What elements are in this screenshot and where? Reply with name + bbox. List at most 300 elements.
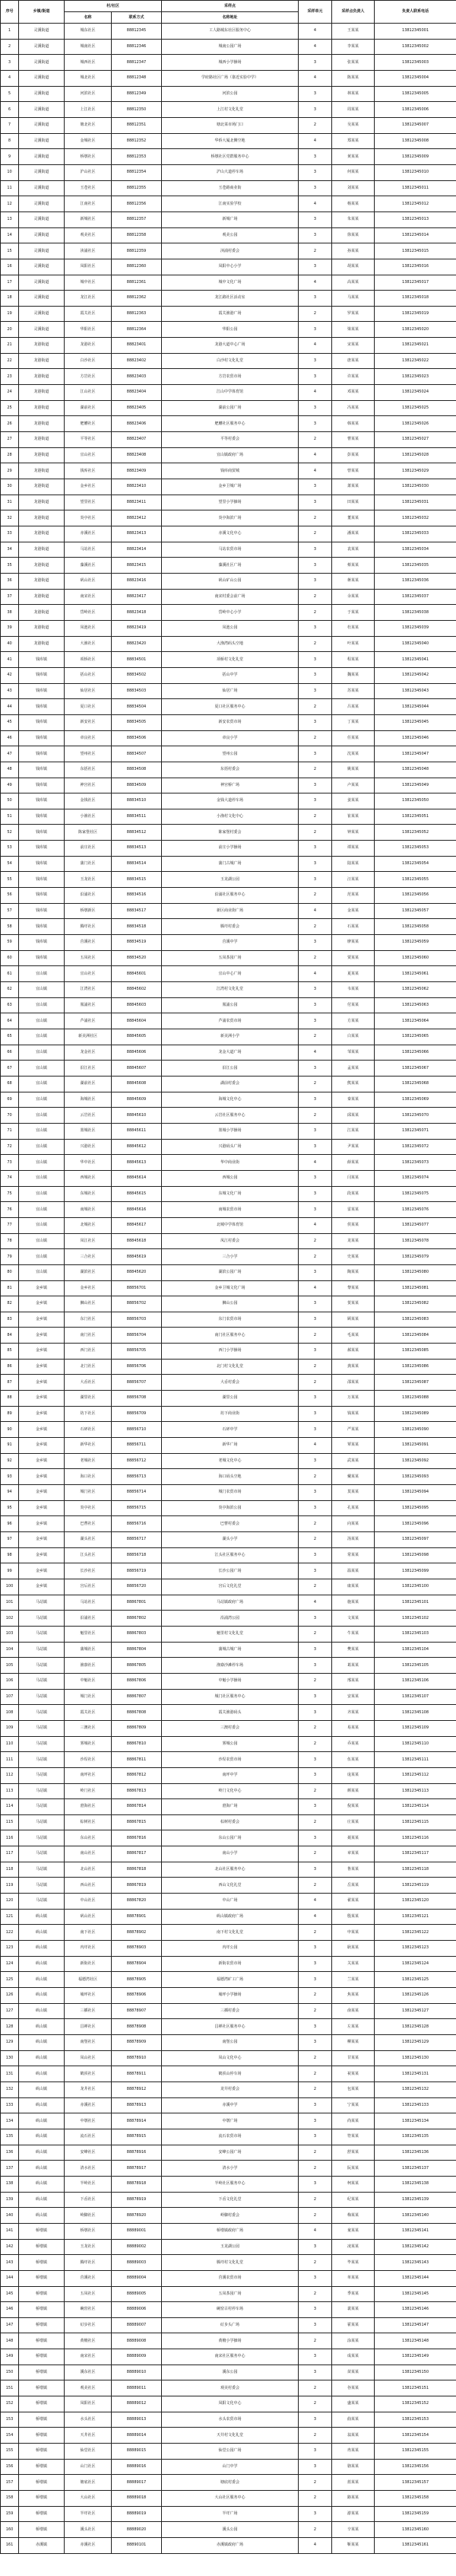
cell-units: 2 bbox=[299, 1076, 332, 1092]
cell-seq: 139 bbox=[1, 2192, 19, 2208]
cell-village-phone: 88845612 bbox=[112, 1139, 162, 1155]
table-row bbox=[1, 385, 456, 401]
cell-village-name: 新城社区 bbox=[65, 211, 112, 227]
cell-street: 马站镇 bbox=[19, 1595, 65, 1611]
cell-village-name: 三澳社区 bbox=[65, 1720, 112, 1736]
cell-seq: 25 bbox=[1, 400, 19, 416]
cell-village-phone: 88867817 bbox=[112, 1846, 162, 1862]
cell-seq: 71 bbox=[1, 1123, 19, 1139]
cell-street: 灵溪街道 bbox=[19, 102, 65, 118]
cell-village-phone: 88834509 bbox=[112, 778, 162, 793]
cell-sample-address: 金钱大道停车场 bbox=[162, 793, 299, 809]
table-row bbox=[1, 2317, 456, 2333]
cell-seq: 134 bbox=[1, 2113, 19, 2129]
cell-street: 宜山镇 bbox=[19, 1076, 65, 1092]
header-street: 乡镇/街道 bbox=[19, 1, 65, 24]
cell-sample-address: 新区商业街广场 bbox=[162, 903, 299, 919]
cell-leader: 钱某某 bbox=[332, 1406, 375, 1422]
cell-leader: 贺某某 bbox=[332, 1296, 375, 1312]
cell-sample-address: 霞关渔港广场 bbox=[162, 306, 299, 322]
cell-leader: 童某某 bbox=[332, 2223, 375, 2239]
cell-leader: 乔某某 bbox=[332, 1736, 375, 1752]
cell-village-name: 鹤顶社区 bbox=[65, 2066, 112, 2082]
cell-units: 3 bbox=[299, 416, 332, 432]
cell-village-name: 芦浦社区 bbox=[65, 1013, 112, 1029]
table-row bbox=[1, 1894, 456, 1910]
cell-leader: 丁某某 bbox=[332, 714, 375, 730]
cell-units: 3 bbox=[299, 353, 332, 369]
cell-leader-phone: 13812345032 bbox=[375, 510, 456, 526]
table-row bbox=[1, 1611, 456, 1627]
cell-village-name: 澄海社区 bbox=[65, 1799, 112, 1815]
cell-village-name: 玉龙社区 bbox=[65, 2239, 112, 2255]
cell-seq: 155 bbox=[1, 2444, 19, 2460]
cell-village-name: 河滨社区 bbox=[65, 86, 112, 102]
cell-sample-address: 华侨大厦北侧空地 bbox=[162, 133, 299, 149]
cell-street: 赤溪镇 bbox=[19, 2538, 65, 2554]
table-row bbox=[1, 1799, 456, 1815]
cell-leader-phone: 13812345016 bbox=[375, 259, 456, 275]
cell-units: 3 bbox=[299, 369, 332, 385]
cell-sample-address: 马站镇政府广场 bbox=[162, 1595, 299, 1611]
cell-leader-phone: 13812345068 bbox=[375, 1076, 456, 1092]
cell-seq: 24 bbox=[1, 385, 19, 401]
table-row bbox=[1, 1155, 456, 1171]
cell-village-phone: 88834516 bbox=[112, 888, 162, 904]
cell-street: 宜山镇 bbox=[19, 982, 65, 998]
cell-village-phone: 88878902 bbox=[112, 1925, 162, 1941]
cell-sample-address: 前庄小学操场 bbox=[162, 841, 299, 857]
cell-units: 2 bbox=[299, 432, 332, 448]
cell-village-name: 湖滨社区 bbox=[65, 1264, 112, 1280]
cell-sample-address: 中魁小学操场 bbox=[162, 1673, 299, 1689]
cell-street: 龙港街道 bbox=[19, 479, 65, 495]
cell-units: 3 bbox=[299, 1547, 332, 1563]
cell-street: 矾山镇 bbox=[19, 2003, 65, 2019]
cell-street: 灵溪街道 bbox=[19, 24, 65, 40]
cell-village-name: 项桥社区 bbox=[65, 652, 112, 668]
cell-units: 3 bbox=[299, 1344, 332, 1360]
cell-leader: 汤某某 bbox=[332, 1532, 375, 1548]
cell-leader: 成某某 bbox=[332, 2349, 375, 2365]
cell-leader-phone: 13812345001 bbox=[375, 24, 456, 40]
cell-village-name: 霞关社区 bbox=[65, 1705, 112, 1721]
cell-leader-phone: 13812345049 bbox=[375, 778, 456, 793]
cell-street: 钱库镇 bbox=[19, 825, 65, 841]
cell-street: 宜山镇 bbox=[19, 1217, 65, 1233]
cell-sample-address: 新城广场 bbox=[162, 211, 299, 227]
cell-street: 龙港街道 bbox=[19, 369, 65, 385]
cell-street: 马站镇 bbox=[19, 1752, 65, 1768]
cell-seq: 84 bbox=[1, 1328, 19, 1344]
cell-village-phone: 88878905 bbox=[112, 1972, 162, 1988]
table-row bbox=[1, 1925, 456, 1941]
cell-sample-address: 长沙公园广场 bbox=[162, 1563, 299, 1579]
cell-leader: 龙某某 bbox=[332, 1233, 375, 1249]
cell-leader-phone: 13812345055 bbox=[375, 872, 456, 888]
cell-seq: 61 bbox=[1, 966, 19, 982]
table-row bbox=[1, 2302, 456, 2318]
cell-sample-address: 山门中学 bbox=[162, 2459, 299, 2475]
cell-units: 3 bbox=[299, 149, 332, 165]
cell-leader-phone: 13812345041 bbox=[375, 652, 456, 668]
cell-leader: 单某某 bbox=[332, 2270, 375, 2286]
cell-sample-address: 三插村委会 bbox=[162, 2003, 299, 2019]
cell-street: 矾山镇 bbox=[19, 1941, 65, 1957]
cell-leader-phone: 13812345011 bbox=[375, 180, 456, 196]
cell-village-name: 龙江社区 bbox=[65, 291, 112, 307]
cell-leader: 邢某某 bbox=[332, 1673, 375, 1689]
cell-leader: 侯某某 bbox=[332, 1217, 375, 1233]
cell-street: 马站镇 bbox=[19, 1705, 65, 1721]
cell-leader: 文某某 bbox=[332, 1611, 375, 1627]
cell-seq: 98 bbox=[1, 1547, 19, 1563]
cell-sample-address: 大岙村委会 bbox=[162, 1375, 299, 1391]
cell-units: 3 bbox=[299, 1956, 332, 1972]
cell-leader: 万某某 bbox=[332, 1391, 375, 1407]
cell-leader-phone: 13812345019 bbox=[375, 306, 456, 322]
cell-street: 矾山镇 bbox=[19, 1988, 65, 2004]
cell-sample-address: 黄檀小学操场 bbox=[162, 2333, 299, 2349]
cell-village-phone: 88867819 bbox=[112, 1878, 162, 1894]
cell-units: 3 bbox=[299, 793, 332, 809]
cell-seq: 28 bbox=[1, 447, 19, 463]
cell-units: 2 bbox=[299, 2066, 332, 2082]
cell-street: 宜山镇 bbox=[19, 1045, 65, 1061]
cell-street: 矾山镇 bbox=[19, 2081, 65, 2097]
cell-units: 3 bbox=[299, 1658, 332, 1674]
cell-village-phone: 88823419 bbox=[112, 620, 162, 636]
cell-units: 2 bbox=[299, 699, 332, 715]
cell-village-phone: 88889008 bbox=[112, 2333, 162, 2349]
cell-leader-phone: 13812345003 bbox=[375, 55, 456, 71]
cell-leader: 姚某某 bbox=[332, 762, 375, 778]
cell-street: 马站镇 bbox=[19, 1642, 65, 1658]
cell-seq: 30 bbox=[1, 479, 19, 495]
cell-leader-phone: 13812345002 bbox=[375, 39, 456, 55]
cell-village-phone: 88845611 bbox=[112, 1123, 162, 1139]
cell-village-name: 福德湾社区 bbox=[65, 1972, 112, 1988]
cell-street: 马站镇 bbox=[19, 1626, 65, 1642]
cell-units: 4 bbox=[299, 903, 332, 919]
cell-seq: 37 bbox=[1, 589, 19, 605]
cell-sample-address: 兴港码头广场 bbox=[162, 1139, 299, 1155]
cell-leader: 毕某某 bbox=[332, 2255, 375, 2271]
cell-leader-phone: 13812345025 bbox=[375, 400, 456, 416]
cell-units: 3 bbox=[299, 872, 332, 888]
cell-village-name: 湖里社区 bbox=[65, 1391, 112, 1407]
cell-village-name: 金乡社区 bbox=[65, 479, 112, 495]
cell-units: 3 bbox=[299, 259, 332, 275]
cell-seq: 52 bbox=[1, 825, 19, 841]
cell-leader: 宁某某 bbox=[332, 2097, 375, 2113]
cell-sample-address: 腾垟村文化礼堂 bbox=[162, 2255, 299, 2271]
cell-street: 宜山镇 bbox=[19, 1061, 65, 1077]
cell-village-name: 江山社区 bbox=[65, 385, 112, 401]
cell-leader-phone: 13812345129 bbox=[375, 2035, 456, 2051]
cell-street: 桥墩镇 bbox=[19, 2412, 65, 2428]
cell-seq: 2 bbox=[1, 39, 19, 55]
cell-units: 4 bbox=[299, 1595, 332, 1611]
cell-units: 3 bbox=[299, 2412, 332, 2428]
cell-seq: 77 bbox=[1, 1217, 19, 1233]
cell-street: 钱库镇 bbox=[19, 809, 65, 825]
cell-leader-phone: 13812345138 bbox=[375, 2176, 456, 2192]
cell-leader-phone: 13812345112 bbox=[375, 1767, 456, 1783]
cell-leader-phone: 13812345149 bbox=[375, 2349, 456, 2365]
cell-leader-phone: 13812345039 bbox=[375, 620, 456, 636]
cell-seq: 137 bbox=[1, 2161, 19, 2177]
cell-leader-phone: 13812345156 bbox=[375, 2459, 456, 2475]
cell-leader: 纪某某 bbox=[332, 2192, 375, 2208]
cell-village-phone: 88823402 bbox=[112, 353, 162, 369]
cell-leader-phone: 13812345047 bbox=[375, 746, 456, 762]
cell-seq: 114 bbox=[1, 1799, 19, 1815]
table-row bbox=[1, 1658, 456, 1674]
cell-seq: 46 bbox=[1, 730, 19, 746]
cell-units: 4 bbox=[299, 133, 332, 149]
cell-leader: 秦某某 bbox=[332, 1092, 375, 1108]
cell-seq: 75 bbox=[1, 1186, 19, 1202]
cell-street: 宜山镇 bbox=[19, 997, 65, 1013]
cell-sample-address: 藻溪社区广场 bbox=[162, 558, 299, 574]
cell-village-name: 溪头社区 bbox=[65, 2522, 112, 2538]
cell-village-name: 马站社区 bbox=[65, 1595, 112, 1611]
header-village-phone: 联系方式 bbox=[112, 12, 162, 24]
cell-units: 2 bbox=[299, 306, 332, 322]
cell-village-name: 江南社区 bbox=[65, 196, 112, 212]
cell-leader: 柯某某 bbox=[332, 2176, 375, 2192]
cell-sample-address: 沿浦湾公园 bbox=[162, 1611, 299, 1627]
cell-leader: 覃某某 bbox=[332, 1438, 375, 1454]
cell-seq: 17 bbox=[1, 275, 19, 291]
cell-street: 灵溪街道 bbox=[19, 180, 65, 196]
cell-sample-address: 赤溪文化中心 bbox=[162, 526, 299, 542]
cell-seq: 135 bbox=[1, 2129, 19, 2145]
table-row bbox=[1, 1485, 456, 1501]
cell-sample-address: 东括村委会 bbox=[162, 762, 299, 778]
cell-seq: 36 bbox=[1, 573, 19, 589]
table-row bbox=[1, 793, 456, 809]
cell-village-phone: 88812347 bbox=[112, 55, 162, 71]
cell-leader-phone: 13812345136 bbox=[375, 2145, 456, 2161]
cell-street: 矾山镇 bbox=[19, 1909, 65, 1925]
cell-leader-phone: 13812345145 bbox=[375, 2286, 456, 2302]
cell-seq: 39 bbox=[1, 620, 19, 636]
cell-sample-address: 溪东公园 bbox=[162, 2365, 299, 2380]
cell-units: 2 bbox=[299, 762, 332, 778]
cell-leader: 尚某某 bbox=[332, 2113, 375, 2129]
cell-units: 2 bbox=[299, 243, 332, 259]
cell-sample-address: 湖滨公园广场 bbox=[162, 1264, 299, 1280]
cell-street: 金乡镇 bbox=[19, 1296, 65, 1312]
cell-leader: 胡某某 bbox=[332, 259, 375, 275]
cell-village-phone: 88889019 bbox=[112, 2506, 162, 2522]
cell-village-phone: 88867806 bbox=[112, 1673, 162, 1689]
cell-leader: 申某某 bbox=[332, 1925, 375, 1941]
cell-units: 3 bbox=[299, 2113, 332, 2129]
cell-units: 2 bbox=[299, 1783, 332, 1799]
cell-village-phone: 88834515 bbox=[112, 872, 162, 888]
cell-village-name: 五凤社区 bbox=[65, 950, 112, 966]
cell-leader: 杨某某 bbox=[332, 196, 375, 212]
cell-village-name: 东城社区 bbox=[65, 1186, 112, 1202]
cell-sample-address: 中墩广场 bbox=[162, 2113, 299, 2129]
cell-sample-address: 江南实验学校 bbox=[162, 196, 299, 212]
cell-seq: 125 bbox=[1, 1972, 19, 1988]
cell-seq: 147 bbox=[1, 2317, 19, 2333]
cell-seq: 160 bbox=[1, 2522, 19, 2538]
cell-units: 4 bbox=[299, 966, 332, 982]
table-row bbox=[1, 2475, 456, 2491]
cell-village-phone: 88856714 bbox=[112, 1485, 162, 1501]
cell-seq: 60 bbox=[1, 950, 19, 966]
cell-village-name: 城中社区 bbox=[65, 275, 112, 291]
cell-units: 2 bbox=[299, 730, 332, 746]
cell-village-phone: 88834506 bbox=[112, 730, 162, 746]
cell-leader-phone: 13812345063 bbox=[375, 997, 456, 1013]
cell-street: 矾山镇 bbox=[19, 2019, 65, 2035]
cell-leader-phone: 13812345103 bbox=[375, 1626, 456, 1642]
cell-leader: 包某某 bbox=[332, 2081, 375, 2097]
cell-village-name: 老城社区 bbox=[65, 1453, 112, 1469]
cell-leader: 焦某某 bbox=[332, 1988, 375, 2004]
cell-village-phone: 88812358 bbox=[112, 227, 162, 243]
cell-village-phone: 88878909 bbox=[112, 2035, 162, 2051]
table-row bbox=[1, 133, 456, 149]
cell-street: 钱库镇 bbox=[19, 856, 65, 872]
cell-leader-phone: 13812345100 bbox=[375, 1579, 456, 1595]
cell-village-phone: 88889003 bbox=[112, 2255, 162, 2271]
cell-sample-address: 宜山镇政府广场 bbox=[162, 447, 299, 463]
cell-village-phone: 88812357 bbox=[112, 211, 162, 227]
cell-seq: 106 bbox=[1, 1673, 19, 1689]
cell-units: 2 bbox=[299, 1469, 332, 1485]
cell-village-phone: 88845618 bbox=[112, 1233, 162, 1249]
cell-seq: 43 bbox=[1, 683, 19, 699]
cell-village-name: 城西社区 bbox=[65, 55, 112, 71]
cell-village-name: 章良社区 bbox=[65, 730, 112, 746]
table-row bbox=[1, 1705, 456, 1721]
cell-village-phone: 88878907 bbox=[112, 2003, 162, 2019]
cell-village-phone: 88856708 bbox=[112, 1391, 162, 1407]
table-row bbox=[1, 1029, 456, 1045]
cell-sample-address: 新华广场 bbox=[162, 1438, 299, 1454]
cell-street: 钱库镇 bbox=[19, 652, 65, 668]
table-row bbox=[1, 2286, 456, 2302]
cell-seq: 35 bbox=[1, 558, 19, 574]
cell-street: 金乡镇 bbox=[19, 1485, 65, 1501]
cell-village-name: 下岙社区 bbox=[65, 2192, 112, 2208]
cell-street: 宜山镇 bbox=[19, 1029, 65, 1045]
cell-leader: 崔某某 bbox=[332, 809, 375, 825]
cell-village-phone: 88878919 bbox=[112, 2192, 162, 2208]
cell-units: 3 bbox=[299, 1186, 332, 1202]
cell-leader: 曹某某 bbox=[332, 432, 375, 448]
cell-village-name: 沙埕社区 bbox=[65, 1752, 112, 1768]
cell-village-phone: 88823417 bbox=[112, 589, 162, 605]
cell-leader: 汪某某 bbox=[332, 872, 375, 888]
cell-sample-address: 老城文化中心 bbox=[162, 1453, 299, 1469]
table-row bbox=[1, 856, 456, 872]
cell-village-name: 腾垟社区 bbox=[65, 919, 112, 935]
cell-leader: 盛某某 bbox=[332, 2396, 375, 2412]
cell-sample-address: 三澳村委会 bbox=[162, 1720, 299, 1736]
table-row bbox=[1, 306, 456, 322]
cell-seq: 89 bbox=[1, 1406, 19, 1422]
cell-village-name: 新安社区 bbox=[65, 714, 112, 730]
table-row bbox=[1, 1878, 456, 1894]
table-row bbox=[1, 872, 456, 888]
cell-leader-phone: 13812345059 bbox=[375, 935, 456, 951]
cell-street: 龙港街道 bbox=[19, 558, 65, 574]
cell-sample-address: 龙井村委会 bbox=[162, 2081, 299, 2097]
cell-street: 钱库镇 bbox=[19, 762, 65, 778]
cell-seq: 14 bbox=[1, 227, 19, 243]
cell-leader-phone: 13812345067 bbox=[375, 1061, 456, 1077]
cell-leader: 游某某 bbox=[332, 2506, 375, 2522]
cell-units: 3 bbox=[299, 1830, 332, 1846]
cell-units: 3 bbox=[299, 1264, 332, 1280]
cell-village-phone: 88845617 bbox=[112, 1217, 162, 1233]
cell-leader: 严某某 bbox=[332, 1422, 375, 1438]
cell-leader-phone: 13812345124 bbox=[375, 1956, 456, 1972]
cell-units: 2 bbox=[299, 950, 332, 966]
cell-seq: 108 bbox=[1, 1705, 19, 1721]
cell-leader: 兰某某 bbox=[332, 1972, 375, 1988]
table-row bbox=[1, 2506, 456, 2522]
cell-units: 3 bbox=[299, 2506, 332, 2522]
cell-leader-phone: 13812345152 bbox=[375, 2396, 456, 2412]
cell-village-name: 水头社区 bbox=[65, 2412, 112, 2428]
cell-leader: 金某某 bbox=[332, 903, 375, 919]
cell-village-name: 山门社区 bbox=[65, 2459, 112, 2475]
cell-seq: 124 bbox=[1, 1956, 19, 1972]
cell-leader-phone: 13812345154 bbox=[375, 2428, 456, 2444]
cell-units: 3 bbox=[299, 1767, 332, 1783]
table-row bbox=[1, 1076, 456, 1092]
cell-leader-phone: 13812345060 bbox=[375, 950, 456, 966]
cell-village-name: 金乡社区 bbox=[65, 1280, 112, 1296]
cell-leader-phone: 13812345117 bbox=[375, 1846, 456, 1862]
cell-village-phone: 88812350 bbox=[112, 102, 162, 118]
table-row bbox=[1, 950, 456, 966]
cell-leader-phone: 13812345008 bbox=[375, 133, 456, 149]
cell-village-name: 马站社区 bbox=[65, 542, 112, 558]
cell-units: 3 bbox=[299, 180, 332, 196]
cell-leader: 贾某某 bbox=[332, 950, 375, 966]
cell-sample-address: 桥墩社区党群服务中心 bbox=[162, 149, 299, 165]
cell-units: 3 bbox=[299, 683, 332, 699]
cell-seq: 158 bbox=[1, 2491, 19, 2507]
cell-units: 3 bbox=[299, 1752, 332, 1768]
cell-village-phone: 88812363 bbox=[112, 306, 162, 322]
cell-village-name: 大山社区 bbox=[65, 2491, 112, 2507]
cell-village-name: 江湾社区 bbox=[65, 982, 112, 998]
cell-village-phone: 88889015 bbox=[112, 2444, 162, 2460]
cell-units: 2 bbox=[299, 1626, 332, 1642]
cell-leader-phone: 13812345146 bbox=[375, 2302, 456, 2318]
cell-village-name: 三插社区 bbox=[65, 2003, 112, 2019]
cell-street: 金乡镇 bbox=[19, 1312, 65, 1328]
cell-village-name: 赤溪社区 bbox=[65, 526, 112, 542]
cell-street: 矾山镇 bbox=[19, 2097, 65, 2113]
cell-sample-address: 龙江路社区活动室 bbox=[162, 291, 299, 307]
cell-village-phone: 88889005 bbox=[112, 2286, 162, 2302]
cell-village-name: 凤池社区 bbox=[65, 620, 112, 636]
cell-units: 2 bbox=[299, 2003, 332, 2019]
table-row bbox=[1, 1233, 456, 1249]
